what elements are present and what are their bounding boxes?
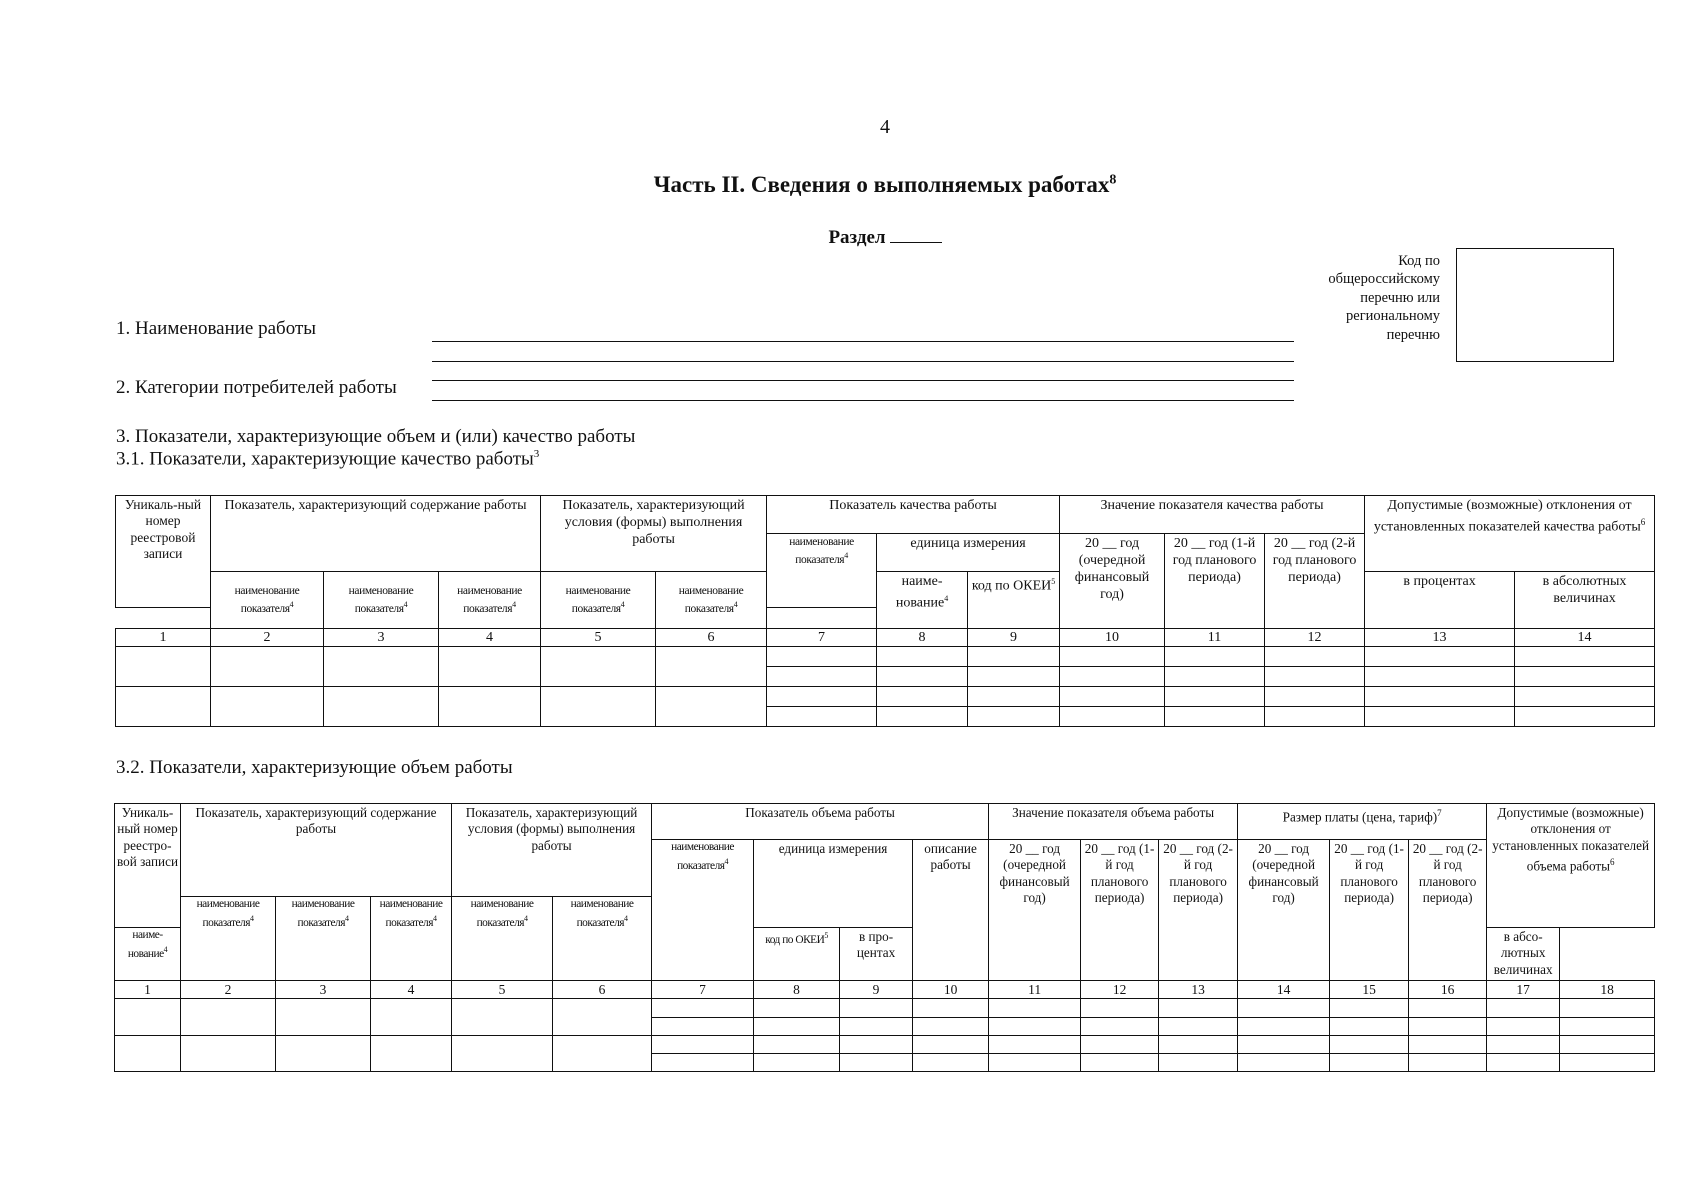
t2-cell[interactable] [913, 1036, 989, 1054]
t1-cell[interactable] [1165, 687, 1265, 707]
t1-header-year-current: 20 __ год (очередной финансовый год) [1060, 534, 1165, 629]
t1-footnote-4: 4 [620, 600, 625, 610]
t2-header-ind-name-2-text: наименование показателя [196, 898, 260, 929]
t1-cell[interactable] [541, 687, 656, 727]
t2-cell[interactable] [1560, 1036, 1655, 1054]
t1-cell[interactable] [767, 707, 877, 727]
t2-cell[interactable] [1238, 1054, 1330, 1072]
t2-header-unique-number: Уникаль-ный номер реестро-вой записи [115, 804, 181, 928]
t2-cell[interactable] [1081, 1054, 1159, 1072]
t2-cell[interactable] [1159, 999, 1238, 1018]
consumer-categories-line-1[interactable] [432, 380, 1294, 381]
work-name-label: 1. Наименование работы [116, 318, 317, 339]
t2-header-fee-text: Размер платы (цена, тариф) [1282, 809, 1438, 825]
t1-footnote-4: 4 [844, 551, 848, 560]
t2-header-ind-name-5 [452, 897, 553, 981]
t2-cell[interactable] [1330, 1036, 1409, 1054]
t2-cell[interactable] [1409, 999, 1487, 1018]
t2-footnote-4: 4 [163, 944, 168, 954]
t2-header-ind-name-6 [553, 897, 652, 981]
t2-col-number: 13 [1159, 981, 1238, 999]
t1-footnote-4: 4 [403, 600, 408, 610]
t1-cell[interactable] [1060, 707, 1165, 727]
t2-col-number: 11 [989, 981, 1081, 999]
t1-cell[interactable] [1265, 707, 1365, 727]
t2-header-okei-text: код по ОКЕИ [765, 933, 825, 946]
t2-header-volume: Показатель объема работы [652, 804, 989, 840]
t2-footnote-4: 4 [624, 913, 628, 923]
t2-header-unit-name [115, 928, 181, 981]
t1-header-ind-name-5 [541, 572, 656, 629]
t1-header-ind-name-5-text: наименование показателя [565, 585, 631, 615]
t2-header-ind-name-2 [181, 897, 276, 981]
t1-header-ind-name-6 [656, 572, 767, 629]
t1-header-year-2: 20 __ год (2-й год планового периода) [1265, 534, 1365, 629]
t2-header-ind-name-5-text: наименование показателя [470, 898, 534, 929]
t1-header-okei-text: код по ОКЕИ [971, 578, 1052, 594]
t2-header-ind-name-3 [276, 897, 371, 981]
t2-col-number: 17 [1487, 981, 1560, 999]
t1-header-ind-name-2-text: наименование показателя [234, 585, 300, 615]
t1-header-conditions: Показатель, характеризующий условия (формы) выполнения работы [541, 496, 767, 572]
t1-cell[interactable] [877, 707, 968, 727]
t1-cell[interactable] [541, 647, 656, 687]
page-title-text: Часть II. Сведения о выполняемых работах [653, 172, 1110, 197]
section3-heading: 3. Показатели, характеризующие объем и (или) качество работы [116, 426, 636, 447]
t1-cell[interactable] [324, 647, 439, 687]
t2-cell[interactable] [840, 1054, 913, 1072]
t1-cell[interactable] [1165, 667, 1265, 687]
t2-cell[interactable] [652, 1018, 754, 1036]
t2-cell[interactable] [1081, 999, 1159, 1018]
t2-cell[interactable] [371, 1036, 452, 1072]
t2-cell[interactable] [1409, 1018, 1487, 1036]
page-title-footnote: 8 [1109, 172, 1117, 188]
t2-header-value-current: 20 __ год (очередной финансовый год) [989, 840, 1081, 981]
t2-cell[interactable] [754, 1036, 840, 1054]
quality-indicators-table [115, 495, 1655, 727]
t2-header-unit-name-text: наиме-нование [127, 929, 164, 960]
t1-header-ind-name-3-text: наименование показателя [348, 585, 414, 615]
t2-header-deviation [1487, 804, 1655, 928]
t2-col-number: 14 [1238, 981, 1330, 999]
t2-col-number: 1 [115, 981, 181, 999]
t2-col-number: 8 [754, 981, 840, 999]
t2-header-ind-name-3-text: наименование показателя [291, 898, 355, 929]
t2-header-value-year-1: 20 __ год (1-й год планового периода) [1081, 840, 1159, 981]
t1-cell[interactable] [877, 667, 968, 687]
t2-col-number: 10 [913, 981, 989, 999]
t1-cell[interactable] [767, 687, 877, 707]
t2-footnote-4: 4 [524, 913, 528, 923]
t1-cell[interactable] [1515, 707, 1655, 727]
t2-col-number: 4 [371, 981, 452, 999]
section3-1-heading-text: 3.1. Показатели, характеризующие качество работы [116, 448, 534, 470]
t2-col-number: 7 [652, 981, 754, 999]
t2-cell[interactable] [652, 1054, 754, 1072]
t1-cell[interactable] [968, 687, 1060, 707]
t2-cell[interactable] [1330, 1054, 1409, 1072]
t1-col-number: 10 [1060, 629, 1165, 647]
t1-header-ind-name-7-text: наименование показателя [789, 536, 854, 566]
t2-header-value-year-2: 20 __ год (2-й год планового периода) [1159, 840, 1238, 981]
section3-1-heading [116, 448, 539, 470]
t2-cell[interactable] [1330, 999, 1409, 1018]
t2-header-fee-year-2: 20 __ год (2-й год планового периода) [1409, 840, 1487, 981]
t2-col-number: 3 [276, 981, 371, 999]
t2-cell[interactable] [553, 999, 652, 1036]
t2-col-number: 5 [452, 981, 553, 999]
t2-cell[interactable] [652, 999, 754, 1018]
t1-footnote-4: 4 [733, 600, 738, 610]
code-box[interactable] [1456, 248, 1614, 362]
t2-cell[interactable] [452, 1036, 553, 1072]
section-label-text: Раздел [828, 227, 886, 248]
t2-footnote-5: 5 [824, 931, 828, 940]
section3-1-footnote: 3 [533, 448, 540, 460]
t2-cell[interactable] [115, 1036, 181, 1072]
t1-header-absolute: в абсолютных величинах [1515, 572, 1655, 629]
t2-header-unit: единица измерения [754, 840, 913, 928]
t2-cell[interactable] [276, 999, 371, 1036]
t1-cell[interactable] [439, 647, 541, 687]
t2-header-content: Показатель, характеризующий содержание работы [181, 804, 452, 897]
t1-header-ind-name-2 [211, 572, 324, 629]
t1-col-number: 9 [968, 629, 1060, 647]
t1-cell[interactable] [1515, 687, 1655, 707]
t2-cell[interactable] [1238, 1036, 1330, 1054]
t2-header-fee-current: 20 __ год (очередной финансовый год) [1238, 840, 1330, 981]
t2-cell[interactable] [913, 999, 989, 1018]
t2-cell[interactable] [181, 1036, 276, 1072]
t2-cell[interactable] [989, 999, 1081, 1018]
t2-header-ind-name-4 [371, 897, 452, 981]
t2-col-number: 9 [840, 981, 913, 999]
t1-cell[interactable] [1515, 667, 1655, 687]
t1-cell[interactable] [968, 667, 1060, 687]
t1-cell[interactable] [1515, 647, 1655, 667]
work-name-line-2[interactable] [432, 361, 1294, 362]
t2-data-row [115, 1036, 1655, 1054]
t1-header-ind-name-4-text: наименование показателя [457, 585, 522, 615]
t2-footnote-4: 4 [724, 856, 729, 866]
consumer-categories-line-2[interactable] [432, 400, 1294, 401]
t1-col-number: 5 [541, 629, 656, 647]
t1-cell[interactable] [211, 647, 324, 687]
t1-cell[interactable] [1060, 667, 1165, 687]
t1-header-ind-name-6-text: наименование показателя [678, 585, 744, 615]
t2-header-deviation-footnote: 6 [1610, 857, 1615, 868]
t1-col-number: 14 [1515, 629, 1655, 647]
t2-header-okei [754, 928, 840, 981]
t2-cell[interactable] [754, 999, 840, 1018]
volume-indicators-table [114, 803, 1655, 1072]
t1-header-deviation-footnote: 6 [1640, 517, 1646, 527]
t2-cell[interactable] [840, 1036, 913, 1054]
t2-col-number: 12 [1081, 981, 1159, 999]
t1-header-unit-name-text: наиме-нование [895, 574, 945, 611]
t1-col-number: 13 [1365, 629, 1515, 647]
t2-cell[interactable] [989, 1036, 1081, 1054]
t1-cell[interactable] [877, 687, 968, 707]
t1-cell[interactable] [1265, 667, 1365, 687]
t1-col-number: 4 [439, 629, 541, 647]
t2-cell[interactable] [1081, 1036, 1159, 1054]
page-number: 4 [880, 116, 890, 138]
t2-col-number: 2 [181, 981, 276, 999]
t1-cell[interactable] [1365, 687, 1515, 707]
t2-cell[interactable] [1560, 999, 1655, 1018]
t2-col-number: 16 [1409, 981, 1487, 999]
t1-cell[interactable] [656, 687, 767, 727]
t2-cell[interactable] [913, 1018, 989, 1036]
t1-header-content: Показатель, характеризующий содержание работы [211, 496, 541, 572]
t2-header-ind-name-4-text: наименование показателя [379, 898, 443, 929]
t1-col-number: 2 [211, 629, 324, 647]
t1-data-row [116, 647, 1655, 667]
t2-cell[interactable] [1330, 1018, 1409, 1036]
consumer-categories-label: 2. Категории потребителей работы [116, 377, 397, 398]
t2-cell[interactable] [1238, 1018, 1330, 1036]
t2-cell[interactable] [1409, 1036, 1487, 1054]
t1-cell[interactable] [1165, 647, 1265, 667]
t1-cell[interactable] [116, 687, 211, 727]
t2-cell[interactable] [913, 1054, 989, 1072]
t2-footnote-4: 4 [344, 913, 349, 923]
t2-header-fee-year-1: 20 __ год (1-й год планового периода) [1330, 840, 1409, 981]
t1-header-ind-name-4 [439, 572, 541, 629]
t2-cell[interactable] [1409, 1054, 1487, 1072]
t2-cell[interactable] [840, 1018, 913, 1036]
code-label: Код по общероссийскому перечню или региональному перечню [1328, 253, 1440, 343]
t2-cell[interactable] [989, 1054, 1081, 1072]
t1-cell[interactable] [1365, 647, 1515, 667]
t1-cell[interactable] [1060, 687, 1165, 707]
t2-cell[interactable] [452, 999, 553, 1036]
t1-col-number: 7 [767, 629, 877, 647]
t2-cell[interactable] [1487, 1036, 1560, 1054]
t2-header-value: Значение показателя объема работы [989, 804, 1238, 840]
t2-header-fee [1238, 804, 1487, 840]
t1-header-year-1: 20 __ год (1-й год планового периода) [1165, 534, 1265, 629]
t1-cell[interactable] [439, 687, 541, 727]
t1-col-number: 3 [324, 629, 439, 647]
t2-cell[interactable] [1487, 1054, 1560, 1072]
t1-cell[interactable] [968, 647, 1060, 667]
t1-col-number: 1 [116, 629, 211, 647]
t1-header-quality: Показатель качества работы [767, 496, 1060, 534]
t2-cell[interactable] [840, 999, 913, 1018]
t2-cell[interactable] [754, 1018, 840, 1036]
t2-header-deviation-text: Допустимые (возможные) отклонения от установленных показателей объема работы [1492, 805, 1650, 874]
t1-col-number: 8 [877, 629, 968, 647]
t1-col-number: 6 [656, 629, 767, 647]
t1-footnote-5: 5 [1051, 577, 1056, 586]
t1-cell[interactable] [1060, 647, 1165, 667]
t2-cell[interactable] [276, 1036, 371, 1072]
t1-footnote-4: 4 [944, 594, 949, 603]
t2-footnote-4: 4 [249, 913, 254, 923]
t1-header-unit-name [877, 572, 968, 629]
t2-cell[interactable] [1560, 1018, 1655, 1036]
t2-footnote-4: 4 [432, 913, 437, 923]
t1-header-deviation-text: Допустимые (возможные) отклонения от установленных показателей качества работы [1373, 498, 1641, 535]
t1-cell[interactable] [767, 667, 877, 687]
t1-header-okei [968, 572, 1060, 629]
t1-header-value: Значение показателя качества работы [1060, 496, 1365, 534]
t2-col-number: 18 [1560, 981, 1655, 999]
t1-header-percent: в процентах [1365, 572, 1515, 629]
t1-cell[interactable] [211, 687, 324, 727]
t2-cell[interactable] [115, 999, 181, 1036]
t1-header-deviation [1365, 496, 1655, 572]
t2-header-absolute: в абсо-лютных величинах [1487, 928, 1560, 981]
t1-cell[interactable] [877, 647, 968, 667]
t1-cell[interactable] [1165, 707, 1265, 727]
t2-cell[interactable] [1159, 1054, 1238, 1072]
t2-cell[interactable] [1238, 999, 1330, 1018]
t1-cell[interactable] [324, 687, 439, 727]
page-title [0, 172, 1697, 198]
section3-2-heading: 3.2. Показатели, характеризующие объем работы [116, 757, 513, 778]
t2-cell[interactable] [1159, 1018, 1238, 1036]
t1-cell[interactable] [1365, 707, 1515, 727]
t2-cell[interactable] [1159, 1036, 1238, 1054]
work-name-line-1[interactable] [432, 341, 1294, 342]
t1-cell[interactable] [1365, 667, 1515, 687]
t2-cell[interactable] [1487, 1018, 1560, 1036]
t1-col-number: 11 [1165, 629, 1265, 647]
section-label [0, 224, 1697, 249]
t1-cell[interactable] [968, 707, 1060, 727]
t1-footnote-4: 4 [512, 600, 516, 610]
t1-footnote-4: 4 [289, 600, 294, 610]
t2-cell[interactable] [754, 1054, 840, 1072]
t1-header-ind-name-7 [767, 534, 877, 608]
t1-column-numbers-row [116, 629, 1655, 647]
t1-header-ind-name-3 [324, 572, 439, 629]
t2-header-fee-footnote: 7 [1437, 808, 1442, 818]
t1-cell[interactable] [1265, 647, 1365, 667]
t1-cell[interactable] [656, 647, 767, 687]
t2-header-ind-name-6-text: наименование показателя [570, 898, 634, 929]
t2-cell[interactable] [553, 1036, 652, 1072]
t1-cell[interactable] [116, 647, 211, 687]
t1-col-number: 12 [1265, 629, 1365, 647]
t2-cell[interactable] [652, 1036, 754, 1054]
t2-cell[interactable] [371, 999, 452, 1036]
t2-cell[interactable] [1081, 1018, 1159, 1036]
t2-cell[interactable] [1560, 1054, 1655, 1072]
t1-cell[interactable] [767, 647, 877, 667]
t2-col-number: 6 [553, 981, 652, 999]
t2-cell[interactable] [1487, 999, 1560, 1018]
t1-header-unit: единица измерения [877, 534, 1060, 572]
t2-header-ind-name-7-text: наименование показателя [671, 841, 734, 872]
t2-data-row [115, 999, 1655, 1018]
t2-col-number: 15 [1330, 981, 1409, 999]
t2-header-description: описание работы [913, 840, 989, 981]
t2-cell[interactable] [181, 999, 276, 1036]
t2-column-numbers-row [115, 981, 1655, 999]
t1-data-row [116, 687, 1655, 707]
t1-cell[interactable] [1265, 687, 1365, 707]
t2-header-ind-name-7 [652, 840, 754, 981]
t2-header-percent: в про-центах [840, 928, 913, 981]
section-number-blank[interactable] [890, 224, 942, 243]
t1-header-unique-number: Уникаль-ный номер реестровой записи [116, 496, 211, 608]
t2-header-conditions: Показатель, характеризующий условия (формы) выполнения работы [452, 804, 652, 897]
t2-cell[interactable] [989, 1018, 1081, 1036]
